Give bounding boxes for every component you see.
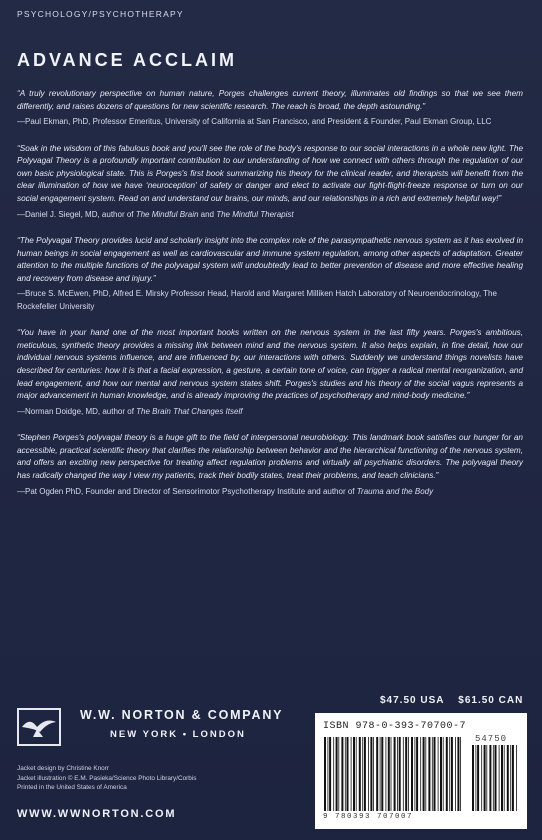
- barcode-bar: [501, 745, 503, 811]
- barcode-bar: [472, 745, 474, 811]
- barcode-bar: [451, 737, 453, 811]
- barcode-bar: [376, 737, 378, 811]
- barcode-bar: [333, 737, 334, 811]
- seagull-logo-icon: [17, 708, 61, 746]
- barcode-bar: [347, 737, 349, 811]
- barcode-bar: [324, 737, 326, 811]
- blurb-quote: “A truly revolutionary perspective on human nature, Porges challenges current theory, illuminates old findings so that we see them differently, and raises dozens of questions for new scientific research. The reach is broad, the depth astounding.”: [17, 89, 523, 111]
- barcode-bar: [356, 737, 357, 811]
- price-addon-number: 54750: [475, 734, 508, 744]
- barcode-bar: [341, 737, 343, 811]
- barcode-bar: [380, 737, 381, 811]
- barcode-bar: [493, 745, 494, 811]
- barcode-bar: [415, 737, 416, 811]
- credit-line: Jacket illustration © E.M. Pasieka/Science Photo Library/Corbis: [17, 774, 197, 782]
- barcode-icon: [323, 737, 463, 811]
- book-title: The Mindful Brain: [135, 209, 199, 219]
- barcode-bar: [428, 737, 430, 811]
- barcode-bar: [345, 737, 346, 811]
- barcode-bar: [388, 737, 390, 811]
- blurb-quote: “You have in your hand one of the most important books written on the nervous system in the last fifty years. Porges's ambitious, meticulous, synthetic theory provides a missing link between mind and the nervous system. It also helps explain, in fine detail, how our individual nervous systems influence, and are influenced by, our interactions with others. Suddenly we understand things novelists have described for centuries: how it is that a facial expression, a gesture, a certain tone of voice, can trigger a radical mental reorganization, and lead engagement, and how our mental and nervous system states shift. Porges's studies and his theory of the social vagus represents a major advancement in human knowledge, and is already improving the practices of psychotherapy and mind-body medicine.”: [17, 328, 523, 401]
- jacket-credits: [17, 764, 196, 793]
- blurb-quote: “Stephen Porges's polyvagal theory is a huge gift to the field of interpersonal neurobiology. This landmark book satisfies our hunger for an accessible, practical scientific theory that clarifies the relationship between behavior and the hierarchical functioning of the nervous system, and offers an exciting new perspective for treating affect regulation problems and virtually all psychiatric disorders. The polyvagal theory has radically changed the way I view my patients, track their bodily states, treat their problems, and teach clinicians.”: [17, 433, 523, 480]
- barcode-bar: [432, 737, 433, 811]
- barcode-bar: [460, 737, 461, 811]
- barcode-bar: [516, 745, 517, 811]
- barcode-bar: [499, 745, 500, 811]
- barcode-bar: [370, 737, 372, 811]
- barcode-bar: [373, 737, 374, 811]
- barcode-bar: [423, 737, 425, 811]
- barcode-bar: [391, 737, 392, 811]
- barcode-bar: [381, 737, 383, 811]
- barcode-bar: [440, 737, 442, 811]
- barcode-bar: [457, 737, 459, 811]
- price-usa: $47.50 USA: [380, 695, 445, 706]
- barcode-bar: [481, 745, 482, 811]
- credit-line: Jacket design by Christine Knorr: [17, 765, 109, 772]
- blurb-attribution: [17, 486, 523, 498]
- barcode-bar: [495, 745, 497, 811]
- publisher-imprint: [80, 708, 283, 740]
- blurb-list: [17, 88, 523, 512]
- barcode-bar: [443, 737, 444, 811]
- barcode-bar: [438, 737, 439, 811]
- blurb-attribution: [17, 406, 523, 418]
- barcode-bar: [416, 737, 418, 811]
- barcode-bar: [368, 737, 369, 811]
- category-label: PSYCHOLOGY/PSYCHOTHERAPY: [17, 9, 184, 19]
- book-title: The Mindful Therapist: [216, 209, 294, 219]
- barcode-bar: [510, 745, 511, 811]
- publisher-name: W.W. NORTON & COMPANY: [80, 708, 284, 722]
- blurb-attribution: —Paul Ekman, PhD, Professor Emeritus, University of California at San Francisco, and President & Founder, Paul Ekman Group, LLC: [17, 117, 492, 127]
- barcode-bar: [425, 737, 426, 811]
- barcode-bar: [455, 737, 456, 811]
- barcode-bar: [434, 737, 436, 811]
- attribution-connector: and: [198, 209, 217, 219]
- attribution-author: —Pat Ogden PhD, Founder and Director of Sensorimotor Psychotherapy Institute and author of: [17, 486, 357, 496]
- barcode-bar: [386, 737, 387, 811]
- price-block: [380, 695, 533, 706]
- section-heading: ADVANCE ACCLAIM: [17, 50, 237, 70]
- barcode-bar: [353, 737, 355, 811]
- barcode-bar: [328, 737, 329, 811]
- barcode-bar: [420, 737, 421, 811]
- isbn-text: ISBN 978-0-393-70700-7: [323, 721, 467, 732]
- book-title: Trauma and the Body: [356, 486, 434, 496]
- blurb-quote: “The Polyvagal Theory provides lucid and scholarly insight into the complex role of the parasympathetic nervous system as it has evolved in human beings in social engagement as well as cardiovascular and immune system regulation, among other aspects of adaptation. Greater attention to the multiple functions of the polyvagal system will undoubtedly lead to better prevention of disease and more effective healing and recovery from disease and injury.”: [17, 235, 523, 283]
- barcode-bar: [336, 737, 338, 811]
- barcode-bar: [351, 737, 352, 811]
- barcode-bar: [394, 737, 396, 811]
- barcode-bar: [405, 737, 407, 811]
- blurb-mcewen: [17, 235, 523, 313]
- barcode-bar: [449, 737, 450, 811]
- attribution-author: —Daniel J. Siegel, MD, author of: [17, 209, 136, 219]
- barcode-bar: [484, 745, 486, 811]
- blurb-ogden: [17, 432, 523, 498]
- barcode-panel: [315, 713, 527, 829]
- blurb-ekman: [17, 88, 523, 129]
- blurb-attribution: [17, 209, 523, 221]
- book-title: The Brain That Changes Itself: [136, 406, 243, 416]
- barcode-addon-icon: [471, 745, 519, 811]
- barcode-bar: [504, 745, 505, 811]
- barcode-bar: [362, 737, 363, 811]
- blurb-quote: “Soak in the wisdom of this fabulous book and you'll see the role of the body's response to our social interactions in a whole new light. The Polyvagal Theory is a profoundly important contribution to our understanding of how we connect with others through the regulation of our own basic physiological state. This is Porges's first book summarizing his theory for the clinical reader, and therapists will benefit from the clear illumination of how we have ‘neuroception’ of safety or danger and elect to activate our fight-flight-freeze response or turn on our social engagement system. Read on and understand our brains, our minds, and our relationships in a rich and extremely helpful way!”: [17, 143, 523, 203]
- blurb-siegel: [17, 143, 523, 221]
- publisher-cities: NEW YORK • LONDON: [110, 729, 246, 740]
- barcode-bar: [359, 737, 361, 811]
- barcode-bar: [512, 745, 514, 811]
- barcode-bar: [397, 737, 398, 811]
- barcode-bar: [364, 737, 366, 811]
- barcode-bar: [507, 745, 509, 811]
- barcode-bar: [477, 745, 479, 811]
- barcode-bar: [399, 737, 401, 811]
- barcode-bar: [489, 745, 491, 811]
- publisher-website: WWW.WWNORTON.COM: [17, 808, 177, 820]
- ean-number: 9 780393 707007: [323, 813, 414, 821]
- credit-line: Printed in the United States of America: [17, 784, 127, 792]
- barcode-bar: [338, 737, 339, 811]
- barcode-bar: [408, 737, 409, 811]
- blurb-attribution: —Bruce S. McEwen, PhD, Alfred E. Mirsky Professor Head, Harold and Margaret Milliken Hatch Laboratory of Neuroendocrinology, The Rockefeller University: [17, 289, 497, 311]
- attribution-author: —Norman Doidge, MD, author of: [17, 406, 137, 416]
- barcode-bar: [411, 737, 413, 811]
- barcode-bar: [329, 737, 331, 811]
- barcode-bar: [486, 745, 487, 811]
- barcode-bar: [446, 737, 448, 811]
- barcode-bar: [403, 737, 404, 811]
- price-can: $61.50 CAN: [458, 695, 524, 706]
- blurb-doidge: [17, 327, 523, 418]
- barcode-bar: [476, 745, 477, 811]
